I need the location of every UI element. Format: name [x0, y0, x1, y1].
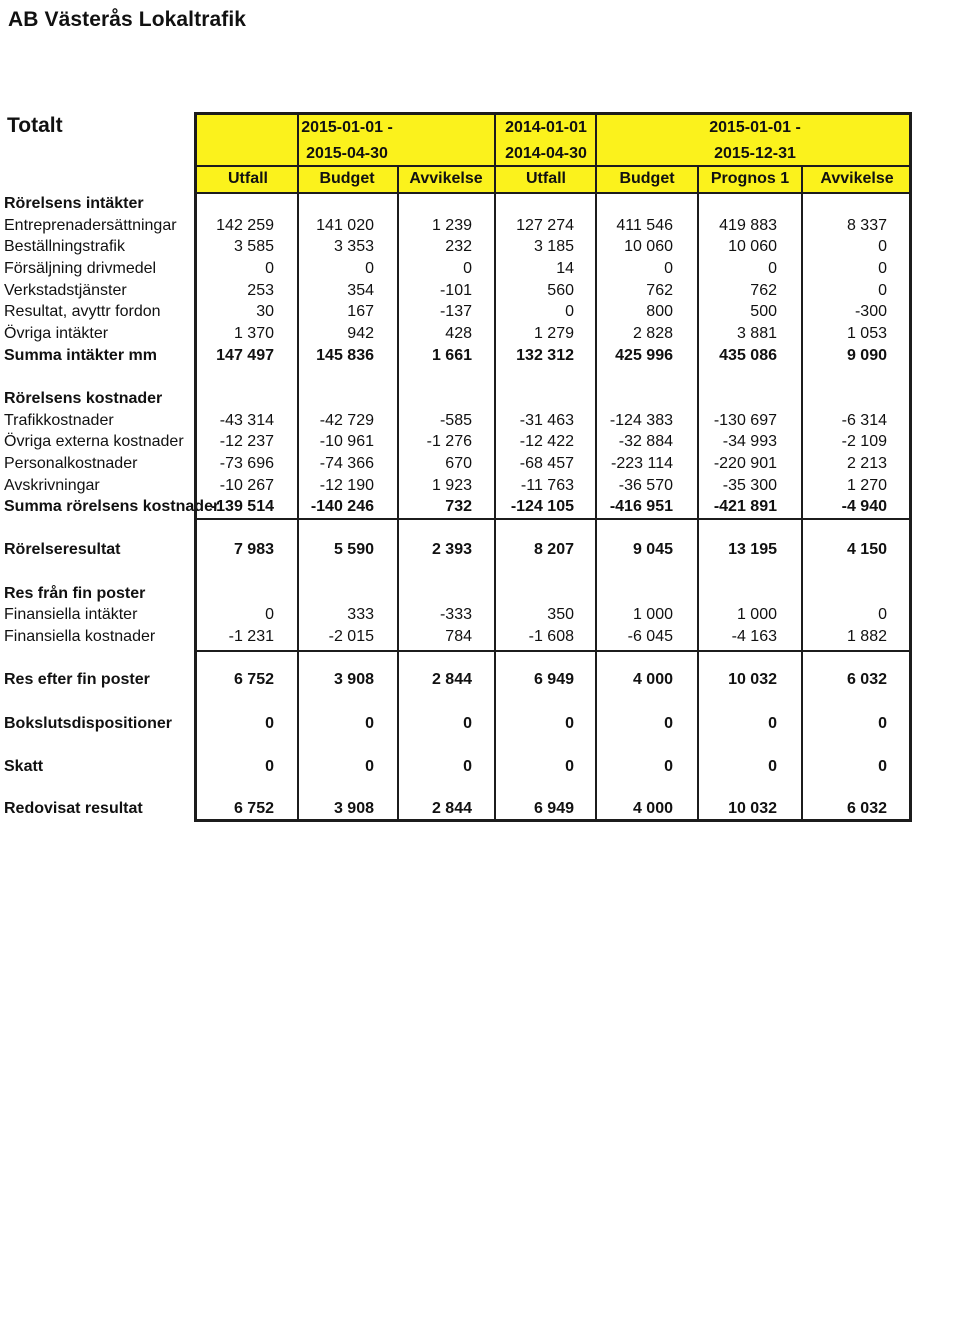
table-cell: -4 163 — [731, 628, 777, 645]
table-cell: 1 239 — [431, 217, 472, 234]
table-cell: 0 — [878, 606, 887, 623]
table-cell: 3 353 — [333, 238, 374, 255]
table-cell: -68 457 — [519, 455, 574, 472]
table-cell: 2 844 — [431, 671, 472, 688]
table-cell: 132 312 — [516, 347, 574, 364]
period3-start: 2015-01-01 - — [709, 119, 801, 136]
column-header-avvikelse: Avvikelse — [409, 170, 483, 187]
table-cell: -2 109 — [841, 433, 887, 450]
table-cell: 0 — [565, 758, 574, 775]
column-header-prognos-1: Prognos 1 — [710, 170, 790, 187]
table-cell: -6 314 — [841, 412, 887, 429]
row-label: Verkstadstjänster — [4, 282, 127, 299]
row-label: Trafikkostnader — [4, 412, 114, 429]
row-label: Redovisat resultat — [4, 800, 143, 817]
table-cell: -10 961 — [319, 433, 374, 450]
table-cell: -43 314 — [219, 412, 274, 429]
table-cell: 3 881 — [736, 325, 777, 342]
table-cell: 1 053 — [846, 325, 887, 342]
table-cell: 141 020 — [316, 217, 374, 234]
table-cell: -36 570 — [618, 477, 673, 494]
row-label: Res från fin poster — [4, 585, 146, 602]
table-cell: 6 752 — [233, 800, 274, 817]
table-cell: 8 337 — [846, 217, 887, 234]
table-cell: 6 032 — [846, 800, 887, 817]
table-cell: -585 — [439, 412, 472, 429]
table-cell: -1 608 — [528, 628, 574, 645]
table-cell: -35 300 — [722, 477, 777, 494]
table-cell: 0 — [265, 606, 274, 623]
row-label: Beställningstrafik — [4, 238, 125, 255]
company-title: AB Västerås Lokaltrafik — [8, 8, 247, 31]
table-cell: 0 — [463, 260, 472, 277]
table-cell: -220 901 — [713, 455, 777, 472]
table-cell: -74 366 — [319, 455, 374, 472]
table-cell: 4 000 — [632, 671, 673, 688]
row-label: Övriga intäkter — [4, 325, 109, 342]
table-cell: 0 — [878, 238, 887, 255]
table-cell: 0 — [365, 260, 374, 277]
table-cell: 6 752 — [233, 671, 274, 688]
table-cell: 762 — [646, 282, 673, 299]
row-label: Res efter fin poster — [4, 671, 150, 688]
table-cell: -300 — [854, 303, 887, 320]
period2-start: 2014-01-01 — [505, 119, 587, 136]
row-label: Rörelsens intäkter — [4, 195, 144, 212]
table-cell: 419 883 — [719, 217, 777, 234]
table-cell: 1 923 — [431, 477, 472, 494]
table-cell: 0 — [565, 303, 574, 320]
column-header-utfall: Utfall — [526, 170, 566, 187]
period1-start: 2015-01-01 - — [301, 119, 393, 136]
row-label: Avskrivningar — [4, 477, 100, 494]
table-cell: 4 000 — [632, 800, 673, 817]
table-cell: 333 — [347, 606, 374, 623]
row-label: Finansiella kostnader — [4, 628, 156, 645]
table-cell: -139 514 — [210, 498, 274, 515]
row-label: Rörelsens kostnader — [4, 390, 163, 407]
row-label: Summa intäkter mm — [4, 347, 157, 364]
table-cell: 0 — [664, 715, 673, 732]
table-cell: 732 — [445, 498, 472, 515]
table-cell: -32 884 — [618, 433, 673, 450]
column-header-avvikelse: Avvikelse — [820, 170, 894, 187]
table-cell: 0 — [878, 715, 887, 732]
table-cell: 800 — [646, 303, 673, 320]
row-label: Summa rörelsens kostnader — [4, 498, 220, 515]
table-cell: -124 105 — [510, 498, 574, 515]
table-cell: 0 — [664, 260, 673, 277]
table-cell: 0 — [878, 282, 887, 299]
table-cell: 3 908 — [333, 671, 374, 688]
table-cell: -124 383 — [609, 412, 673, 429]
table-cell: -130 697 — [713, 412, 777, 429]
table-cell: 6 032 — [846, 671, 887, 688]
table-cell: 0 — [878, 260, 887, 277]
column-header-utfall: Utfall — [228, 170, 268, 187]
column-header-budget: Budget — [319, 170, 375, 187]
table-cell: 0 — [463, 758, 472, 775]
column-header-budget: Budget — [619, 170, 675, 187]
table-cell: 1 000 — [736, 606, 777, 623]
table-cell: 1 279 — [533, 325, 574, 342]
table-cell: 3 585 — [233, 238, 274, 255]
table-cell: 354 — [347, 282, 374, 299]
table-cell: 560 — [547, 282, 574, 299]
table-cell: 0 — [265, 758, 274, 775]
table-cell: -421 891 — [713, 498, 777, 515]
table-cell: -137 — [439, 303, 472, 320]
table-cell: -11 763 — [520, 477, 574, 494]
table-cell: 10 032 — [728, 671, 777, 688]
table-cell: 500 — [750, 303, 777, 320]
table-cell: 0 — [265, 715, 274, 732]
table-cell: 142 259 — [216, 217, 274, 234]
table-cell: 5 590 — [333, 541, 374, 558]
table-cell: 4 150 — [846, 541, 887, 558]
table-cell: 3 185 — [533, 238, 574, 255]
table-cell: 2 828 — [632, 325, 673, 342]
table-cell: -34 993 — [722, 433, 777, 450]
table-cell: 13 195 — [728, 541, 777, 558]
table-cell: -140 246 — [310, 498, 374, 515]
table-cell: 232 — [445, 238, 472, 255]
table-cell: 0 — [365, 715, 374, 732]
table-cell: 762 — [750, 282, 777, 299]
row-label: Övriga externa kostnader — [4, 433, 184, 450]
table-cell: 6 949 — [533, 800, 574, 817]
table-cell: 10 032 — [728, 800, 777, 817]
table-cell: 2 844 — [431, 800, 472, 817]
table-cell: 147 497 — [216, 347, 274, 364]
table-cell: -416 951 — [609, 498, 673, 515]
period1-end: 2015-04-30 — [306, 145, 388, 162]
table-cell: 0 — [768, 758, 777, 775]
table-cell: 0 — [365, 758, 374, 775]
table-cell: -223 114 — [611, 455, 673, 472]
table-cell: 167 — [347, 303, 374, 320]
period3-end: 2015-12-31 — [714, 145, 796, 162]
table-cell: 1 270 — [846, 477, 887, 494]
table-cell: 7 983 — [233, 541, 274, 558]
row-label-clip — [0, 0, 193, 1328]
table-cell: -12 190 — [319, 477, 374, 494]
table-cell: 9 090 — [846, 347, 887, 364]
table-cell: -1 231 — [228, 628, 274, 645]
table-cell: 784 — [445, 628, 472, 645]
income-statement-table — [194, 112, 912, 822]
table-cell: 253 — [247, 282, 274, 299]
table-cell: 1 370 — [233, 325, 274, 342]
table-cell: 1 882 — [846, 628, 887, 645]
table-cell: 0 — [768, 260, 777, 277]
table-cell: 0 — [878, 758, 887, 775]
row-label: Resultat, avyttr fordon — [4, 303, 161, 320]
table-cell: -6 045 — [627, 628, 673, 645]
table-cell: 1 000 — [632, 606, 673, 623]
table-cell: 411 546 — [616, 217, 673, 234]
table-cell: 0 — [463, 715, 472, 732]
table-cell: 145 836 — [316, 347, 374, 364]
table-cell: 2 393 — [431, 541, 472, 558]
table-cell: -31 463 — [519, 412, 574, 429]
row-label: Försäljning drivmedel — [4, 260, 157, 277]
table-cell: 10 060 — [728, 238, 777, 255]
table-cell: 127 274 — [516, 217, 574, 234]
table-cell: -1 276 — [426, 433, 472, 450]
row-label: Bokslutsdispositioner — [4, 715, 173, 732]
table-cell: -4 940 — [841, 498, 887, 515]
table-cell: -42 729 — [319, 412, 374, 429]
table-cell: 1 661 — [431, 347, 472, 364]
table-cell: -12 237 — [219, 433, 274, 450]
table-cell: 670 — [445, 455, 472, 472]
table-cell: -333 — [439, 606, 472, 623]
table-cell: 942 — [347, 325, 374, 342]
table-cell: -73 696 — [219, 455, 274, 472]
table-cell: 0 — [664, 758, 673, 775]
period2-end: 2014-04-30 — [505, 145, 587, 162]
row-label: Personalkostnader — [4, 455, 138, 472]
table-cell: 0 — [265, 260, 274, 277]
table-cell: 428 — [445, 325, 472, 342]
table-cell: 2 213 — [846, 455, 887, 472]
table-cell: -2 015 — [328, 628, 374, 645]
table-cell: 6 949 — [533, 671, 574, 688]
table-cell: 435 086 — [719, 347, 777, 364]
row-label: Entreprenadersättningar — [4, 217, 177, 234]
row-label: Skatt — [4, 758, 44, 775]
row-label: Finansiella intäkter — [4, 606, 138, 623]
table-cell: 0 — [565, 715, 574, 732]
table-cell: -10 267 — [219, 477, 274, 494]
table-cell: 9 045 — [632, 541, 673, 558]
table-cell: 14 — [556, 260, 574, 277]
table-cell: 350 — [547, 606, 574, 623]
table-cell: -101 — [439, 282, 472, 299]
table-cell: 30 — [256, 303, 274, 320]
table-cell: 425 996 — [615, 347, 673, 364]
section-title: Totalt — [7, 114, 63, 137]
table-cell: 8 207 — [533, 541, 574, 558]
row-label: Rörelseresultat — [4, 541, 121, 558]
table-cell: 10 060 — [624, 238, 673, 255]
table-cell: 0 — [768, 715, 777, 732]
table-cell: -12 422 — [519, 433, 574, 450]
table-cell: 3 908 — [333, 800, 374, 817]
